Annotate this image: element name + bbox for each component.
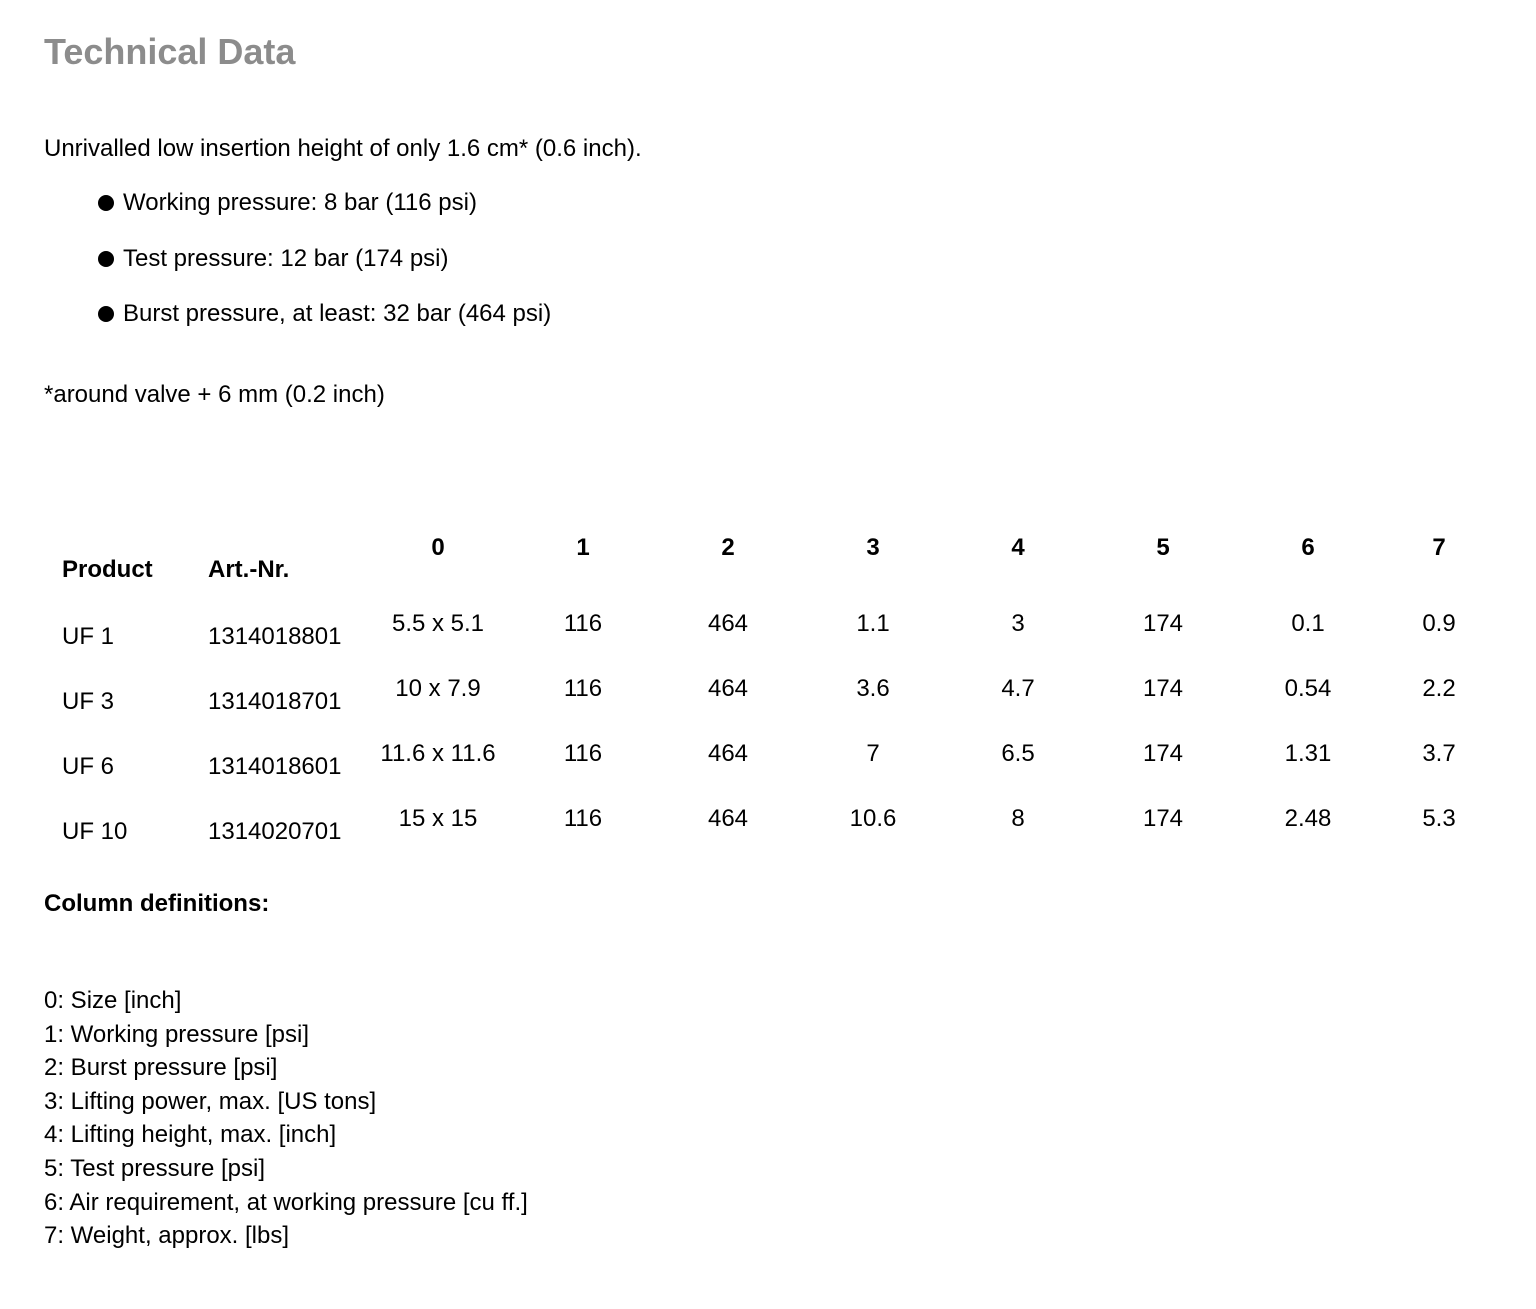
column-definition-item: 4: Lifting height, max. [inch]	[44, 1121, 337, 1149]
table-cell: 174	[1142, 805, 1184, 832]
intro-text: Unrivalled low insertion height of only 1.6 cm* (0.6 inch).	[44, 135, 642, 162]
column-header: Art.-Nr.	[208, 556, 290, 583]
table-cell: 8	[1011, 805, 1025, 832]
table-cell: 464	[707, 740, 749, 767]
table-cell: 0.1	[1291, 610, 1325, 637]
table-cell: 174	[1142, 610, 1184, 637]
table-cell: UF 3	[62, 688, 115, 715]
table-cell: 15 x 15	[398, 805, 478, 832]
table-cell: 1314018701	[208, 688, 342, 715]
table-cell: 4.7	[1001, 675, 1035, 702]
column-definition-item: 7: Weight, approx. [lbs]	[44, 1222, 290, 1250]
page-title: Technical Data	[44, 31, 296, 72]
table-cell: UF 1	[62, 623, 115, 650]
table-cell: 10 x 7.9	[395, 675, 481, 702]
column-header: 1	[576, 534, 590, 561]
table-cell: 10.6	[849, 805, 897, 832]
table-cell: UF 10	[62, 818, 128, 845]
table-row	[44, 661, 1500, 726]
spec-bullet-item	[98, 242, 551, 298]
table-row	[44, 726, 1500, 791]
table-row	[44, 596, 1500, 661]
column-header: 4	[1011, 534, 1025, 561]
table-cell: 5.3	[1422, 805, 1456, 832]
table-cell: 1.1	[856, 610, 890, 637]
column-header: 3	[866, 534, 880, 561]
table-cell: 464	[707, 805, 749, 832]
table-cell: 116	[563, 675, 603, 702]
column-header: 5	[1156, 534, 1170, 561]
table-cell: 116	[563, 805, 603, 832]
technical-data-table	[44, 520, 1500, 856]
table-cell: 0.9	[1422, 610, 1456, 637]
table-header-row	[44, 520, 1500, 596]
bullet-dot-icon	[98, 195, 114, 211]
column-definitions-list	[44, 984, 528, 1253]
spec-bullet-item	[98, 186, 551, 242]
footnote: *around valve + 6 mm (0.2 inch)	[44, 381, 385, 408]
table-cell: 116	[563, 610, 603, 637]
table-cell: 6.5	[1001, 740, 1035, 767]
column-header: 7	[1432, 534, 1446, 561]
column-header: 6	[1301, 534, 1315, 561]
spec-bullet-text: Working pressure: 8 bar (116 psi)	[123, 189, 477, 216]
table-cell: 3.6	[856, 675, 890, 702]
table-cell: 1314018601	[208, 753, 342, 780]
table-cell: 2.48	[1284, 805, 1332, 832]
table-cell: 174	[1142, 675, 1184, 702]
table-cell: 464	[707, 675, 749, 702]
table-cell: 5.5 x 5.1	[391, 610, 485, 637]
bullet-dot-icon	[98, 306, 114, 322]
spec-bullet-text: Burst pressure, at least: 32 bar (464 psi)	[123, 300, 552, 327]
table-cell: 1314020701	[208, 818, 342, 845]
table-cell: 0.54	[1284, 675, 1332, 702]
column-header: 0	[431, 534, 445, 561]
bullet-dot-icon	[98, 251, 114, 267]
column-definitions-heading: Column definitions:	[44, 890, 270, 917]
table-cell: 2.2	[1422, 675, 1456, 702]
column-definition-item: 3: Lifting power, max. [US tons]	[44, 1087, 377, 1115]
table-cell: 3	[1011, 610, 1025, 637]
table-cell: 1314018801	[208, 623, 342, 650]
column-header: Product	[62, 556, 153, 583]
table-cell: 7	[866, 740, 880, 767]
column-definition-item: 5: Test pressure [psi]	[44, 1154, 265, 1182]
column-definition-item: 6: Air requirement, at working pressure [cu ff.]	[44, 1188, 528, 1216]
spec-bullet-item	[98, 297, 551, 353]
column-definition-item: 1: Working pressure [psi]	[44, 1020, 309, 1048]
table-cell: 1.31	[1284, 740, 1332, 767]
table-cell: 11.6 x 11.6	[380, 740, 496, 767]
table-cell: 3.7	[1422, 740, 1456, 767]
table-cell: 464	[707, 610, 749, 637]
table-cell: 174	[1142, 740, 1184, 767]
spec-bullet-list	[98, 186, 551, 353]
column-definition-item: 2: Burst pressure [psi]	[44, 1054, 278, 1082]
table-row	[44, 791, 1500, 856]
column-definition-item: 0: Size [inch]	[44, 987, 182, 1014]
column-header: 2	[721, 534, 735, 561]
table-cell: UF 6	[62, 753, 115, 780]
table-cell: 116	[563, 740, 603, 767]
spec-bullet-text: Test pressure: 12 bar (174 psi)	[123, 244, 449, 272]
